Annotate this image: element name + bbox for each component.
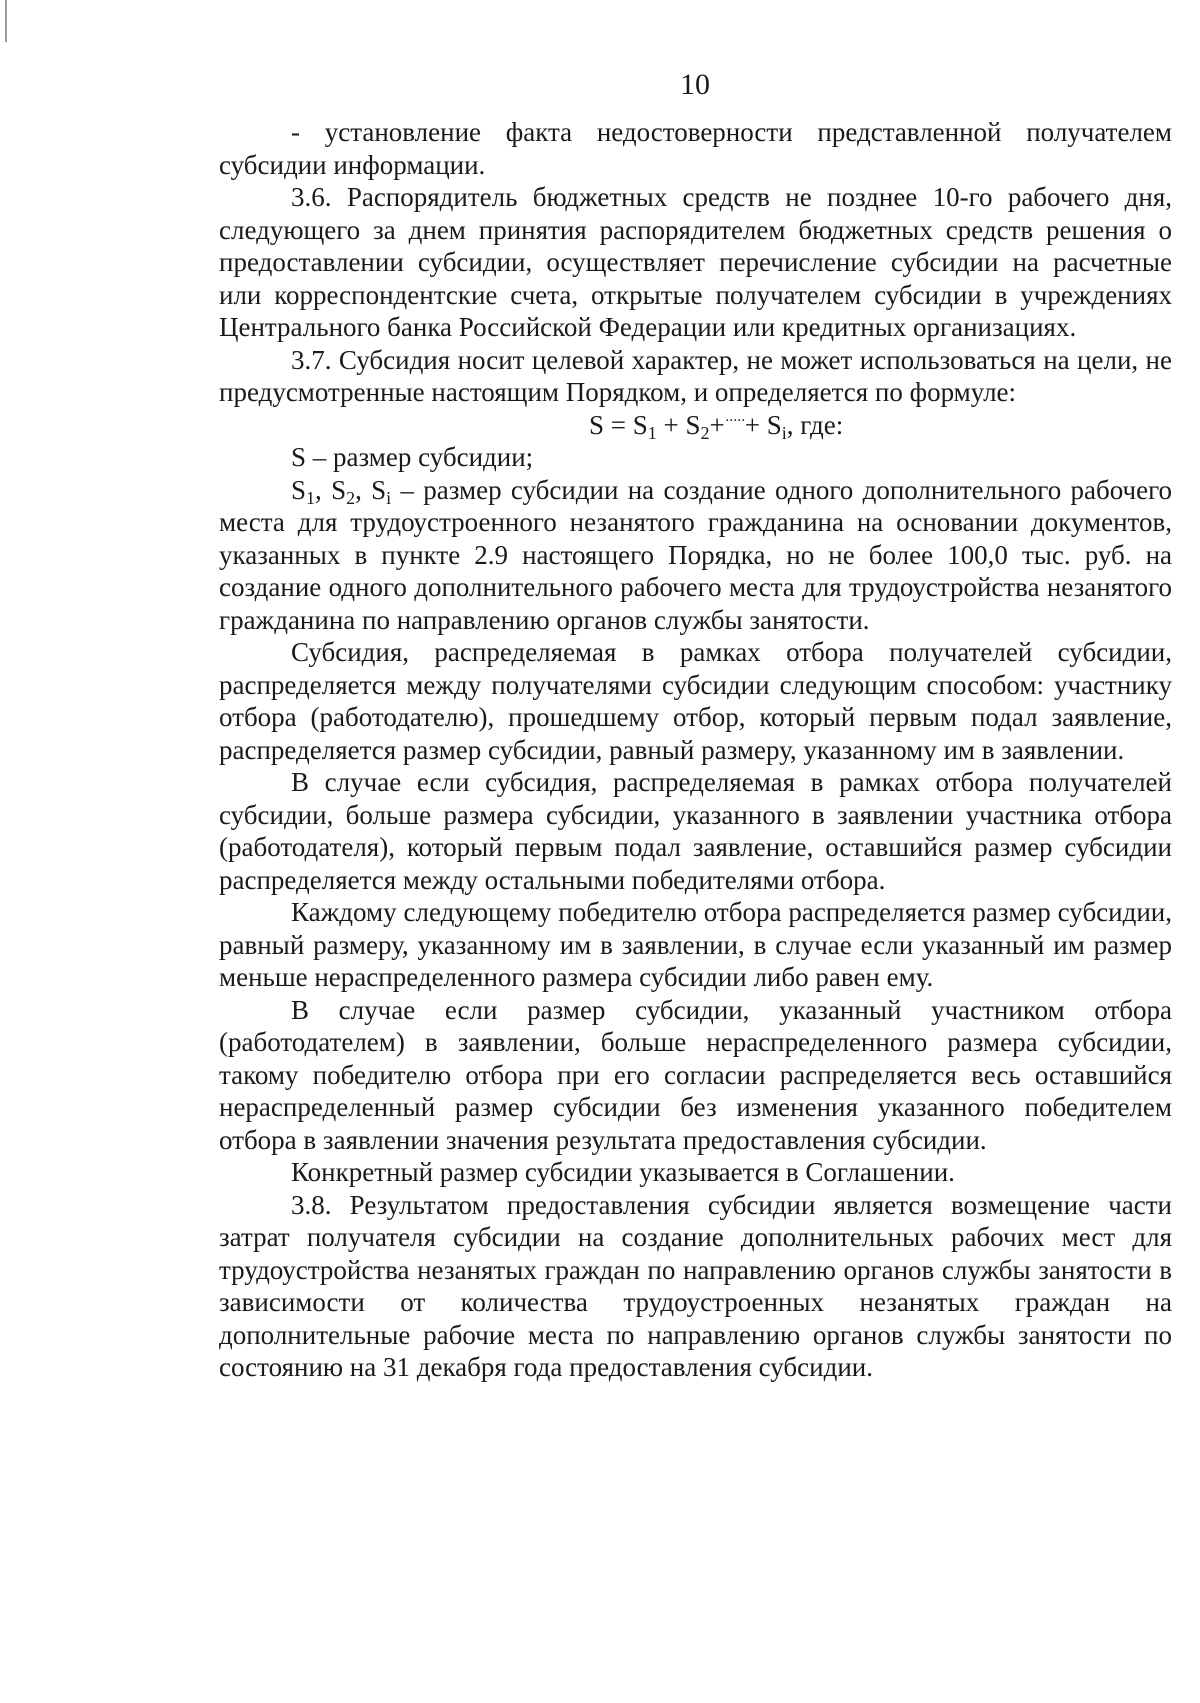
paragraph-distribution-method: Субсидия, распределяемая в рамках отбора получателей субсидии, распределяется между получателями субсидии следующим способом: участнику отбора (работодателю), прошедшему отбор, который первым подал заявление, распределяется размер субсидии, равный размеру, указанному им в заявлении. xyxy=(219,637,1172,765)
def-si-sub-i: i xyxy=(386,487,392,508)
paragraph-agreement-amount: Конкретный размер субсидии указывается в Соглашении. xyxy=(291,1157,955,1187)
def-si-sub-2: 2 xyxy=(346,487,356,508)
definition-s: S – размер субсидии; xyxy=(291,442,534,472)
formula-lhs: S = S xyxy=(589,409,648,440)
formula-dots: ····· xyxy=(724,412,745,429)
scan-edge-mark xyxy=(5,0,7,42)
paragraph-3-8: 3.8. Результатом предоставления субсидии является возмещение части затрат получателя субсидии на создание дополнительных рабочих мест для трудоустройства незанятых граждан по направлению органов службы занятости в зависимости от количества трудоустроенных незанятых граждан на дополнительные рабочие места по направлению органов службы занятости по состоянию на 31 декабря года предоставления субсидии. xyxy=(219,1189,1172,1382)
def-si-sep-1: , S xyxy=(315,474,347,505)
formula-sub-2: 2 xyxy=(700,422,710,443)
paragraph-3-7: 3.7. Субсидия носит целевой характер, не может использоваться на цели, не предусмотренные настоящим Порядком, и определяется по формуле: xyxy=(219,344,1172,407)
def-si-lead: S xyxy=(291,474,307,505)
definition-si xyxy=(219,474,1172,637)
formula-plus-3: + S xyxy=(744,409,782,440)
formula-sub-1: 1 xyxy=(647,422,657,443)
formula-plus-2: + xyxy=(709,409,725,440)
subsidy-formula xyxy=(219,409,1172,442)
paragraph-remaining-distribution: В случае если субсидия, распределяемая в рамках отбора получателей субсидии, больше размера субсидии, указанного в заявлении участника отбора (работодателя), который первым подал заявление, оставшийся размер субсидии распределяется между остальными победителями отбора. xyxy=(219,767,1172,895)
paragraph-unreliable-info: - установление факта недостоверности представленной получателем субсидии информации. xyxy=(219,117,1172,180)
paragraph-3-6: 3.6. Распорядитель бюджетных средств не позднее 10-го рабочего дня, следующего за днем принятия распорядителем бюджетных средств решения о предоставлении субсидии, осуществляет перечисление субсидии на расчетные или корреспондентские счета, открытые получателем субсидии в учреждениях Центрального банка Российской Федерации или кредитных организациях. xyxy=(219,182,1172,342)
formula-tail: , где: xyxy=(786,409,844,440)
page-number: 10 xyxy=(680,68,710,101)
document-body xyxy=(219,116,1172,1384)
paragraph-larger-request: В случае если размер субсидии, указанный участником отбора (работодателем) в заявлении, больше нераспределенного размера субсидии, такому победителю отбора при его согласии распределяется весь оставшийся нераспределенный размер субсидии без изменения указанного победителем отбора в заявлении значения результата предоставления субсидии. xyxy=(219,994,1172,1155)
def-si-sub-1: 1 xyxy=(306,487,316,508)
formula-sub-i: i xyxy=(781,422,787,443)
def-si-rest: – размер субсидии на создание одного дополнительного рабочего места для трудоустроенного незанятого гражданина на основании документов, указанных в пункте 2.9 настоящего Порядка, но не более 100,0 тыс. руб. на создание одного дополнительного рабочего места для трудоустройства незанятого гражданина по направлению органов службы занятости. xyxy=(219,474,1172,635)
formula-plus-1: + S xyxy=(656,409,701,440)
def-si-sep-2: , S xyxy=(355,474,387,505)
paragraph-next-winner: Каждому следующему победителю отбора распределяется размер субсидии, равный размеру, указанному им в заявлении, в случае если указанный им размер меньше нераспределенного размера субсидии либо равен ему. xyxy=(219,897,1172,992)
